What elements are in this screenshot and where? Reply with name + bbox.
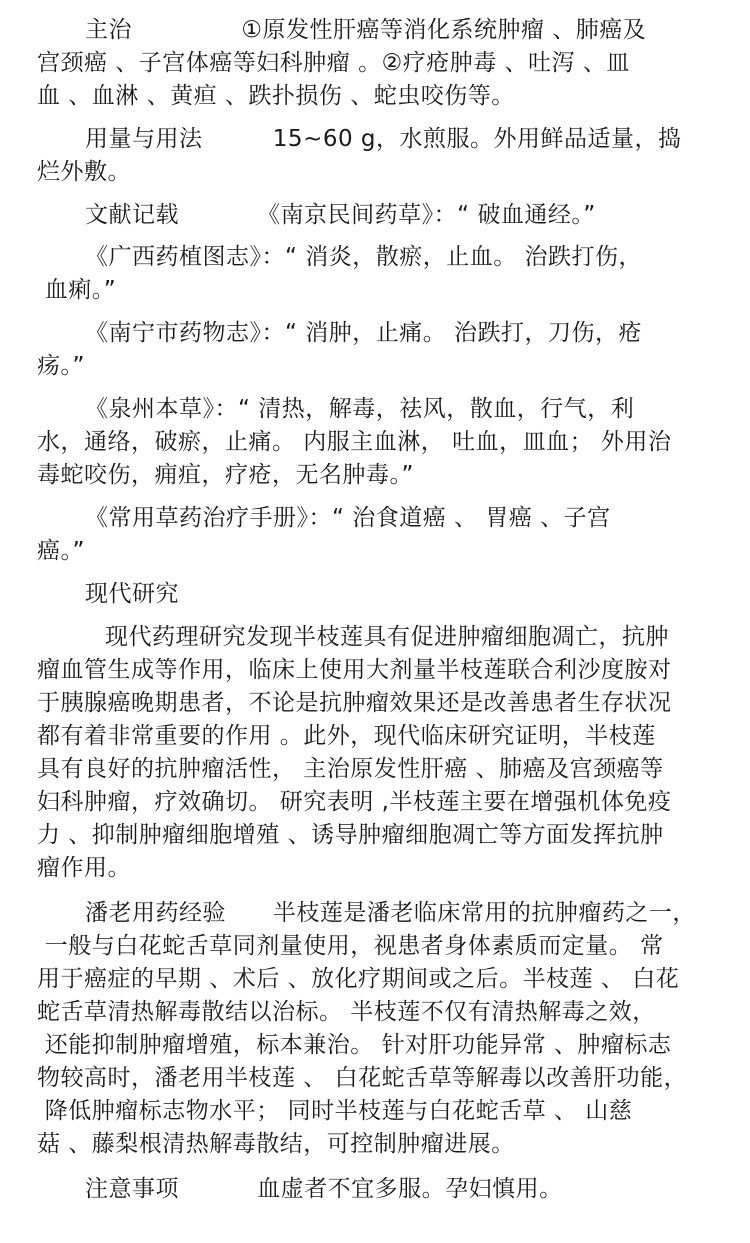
text-line: 血 、血淋 、黄疸 、跌扑损伤 、蛇虫咬伤等。: [37, 83, 515, 109]
text-line: 主治 ①原发性肝癌等消化系统肿瘤 、肺癌及: [85, 17, 647, 43]
text-line: 于胰腺癌晚期患者，不论是抗肿瘤效果还是改善患者生存状况: [37, 690, 672, 716]
text-line: 瘤血管生成等作用，临床上使用大剂量半枝莲联合利沙度胺对: [37, 657, 672, 683]
text-line: 具有良好的抗肿瘤活性， 主治原发性肝癌 、肺癌及宫颈癌等: [37, 756, 664, 782]
text-line: 一般与白花蛇舌草同剂量使用，视患者身体素质而定量。 常: [37, 933, 664, 959]
text-line: 疡。”: [37, 353, 85, 379]
text-line: 菇 、藤梨根清热解毒散结，可控制肿瘤进展。: [37, 1131, 515, 1157]
text-line: 瘤作用。: [37, 855, 131, 881]
text-line: 用于癌症的早期 、术后 、放化疗期间或之后。半枝莲 、 白花: [37, 966, 680, 992]
text-line: 妇科肿瘤，疗效确切。 研究表明 ,半枝莲主要在增强机体免疫: [37, 789, 672, 815]
text-line: 潘老用药经验 半枝莲是潘老临床常用的抗肿瘤药之一，: [85, 900, 696, 926]
text-line: 文献记载 《南京民间药草》：“ 破血通经。”: [85, 202, 596, 228]
section-heading: 现代研究: [85, 581, 179, 607]
text-line: 宫颈癌 、子宫体癌等妇科肿瘤 。②疗疮肿毒 、吐泻 、皿: [37, 50, 630, 76]
text-line: 物较高时，潘老用半枝莲 、 白花蛇舌草等解毒以改善肝功能，: [37, 1065, 688, 1091]
text-line: 还能抑制肿瘤增殖，标本兼治。 针对肝功能异常 、肿瘤标志: [37, 1032, 672, 1058]
text-line: 降低肿瘤标志物水平； 同时半枝莲与白花蛇舌草 、 山慈: [37, 1098, 633, 1124]
text-line: 《泉州本草》：“ 清热，解毒，祛风，散血，行气，利: [85, 396, 635, 422]
text-line: 《南宁市药物志》：“ 消肿，止痛。 治跌打，刀伤，疮: [85, 320, 643, 346]
text-line: 用量与用法 15~60 g，水煎服。外用鲜品适量，捣: [85, 126, 682, 152]
text-line: 水，通络，破瘀，止痛。 内服主血淋， 吐血，皿血； 外用治: [37, 429, 672, 455]
text-line: 力 、抑制肿瘤细胞增殖 、诱导肿瘤细胞凋亡等方面发挥抗肿: [37, 822, 664, 848]
text-line: 注意事项 血虚者不宜多服。孕妇慎用。: [85, 1176, 563, 1202]
text-line: 《广西药植图志》：“ 消炎，散瘀，止血。 治跌打伤，: [85, 244, 643, 270]
text-line: 蛇舌草清热解毒散结以治标。 半枝莲不仅有清热解毒之效，: [37, 999, 656, 1025]
text-line: 烂外敷。: [37, 159, 131, 185]
text-line: 都有着非常重要的作用 。此外，现代临床研究证明，半枝莲: [37, 723, 656, 749]
text-line: 血痢。”: [37, 277, 117, 303]
text-line: 癌。”: [37, 538, 85, 564]
text-line: 现代药理研究发现半枝莲具有促进肿瘤细胞凋亡，抗肿: [105, 624, 669, 650]
text-line: 《常用草药治疗手册》：“ 治食道癌 、 胃癌 、子宫: [85, 505, 611, 531]
text-line: 毒蛇咬伤，痈疽，疗疮，无名肿毒。”: [37, 462, 414, 488]
